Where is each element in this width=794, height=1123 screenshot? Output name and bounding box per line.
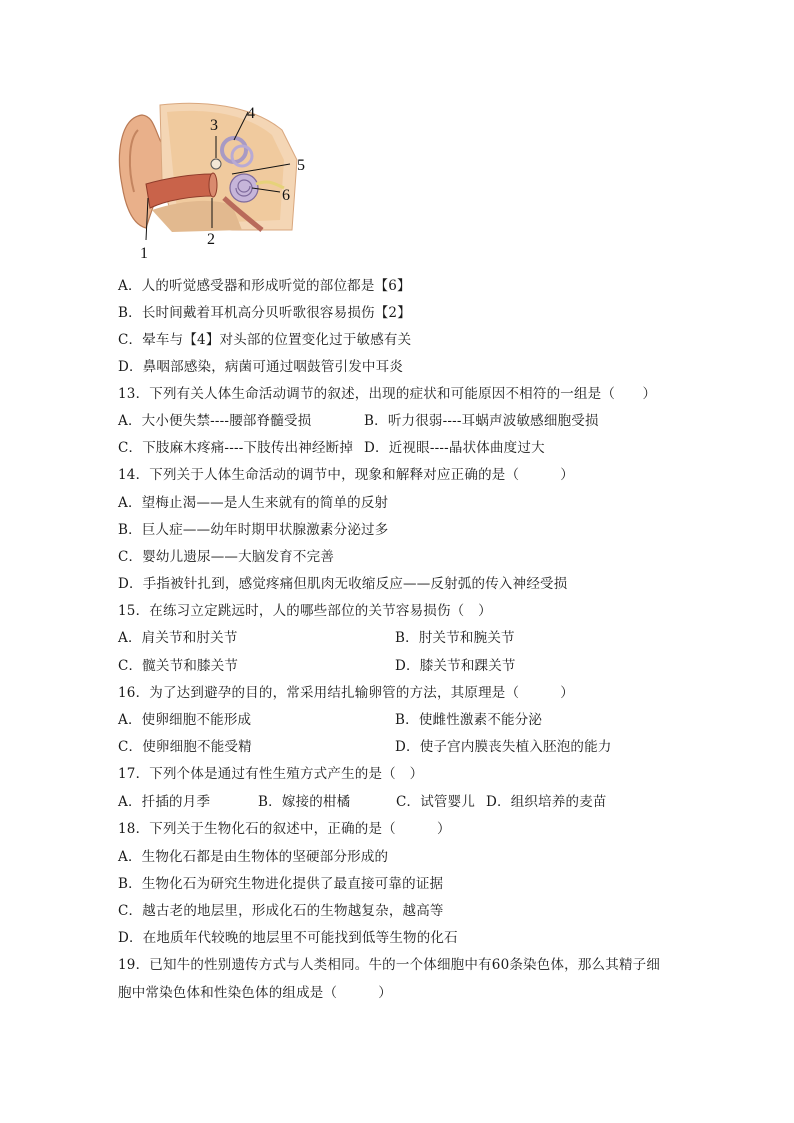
eardrum [209,173,217,197]
q16-option-c: C．使卵细胞不能受精 [118,739,252,755]
q13-option-b: B．听力很弱----耳蜗声波敏感细胞受损 [364,413,599,429]
q14-option-b: B．巨人症——幼年时期甲状腺激素分泌过多 [118,522,389,538]
q13-option-c: C．下肢麻木疼痛----下肢传出神经断掉 [118,440,354,456]
lower-tissue [152,201,242,232]
ear-anatomy-figure [112,100,312,265]
figure-label-6: 6 [282,187,290,204]
q18-option-c: C．越古老的地层里，形成化石的生物越复杂，越高等 [118,903,444,919]
figure-label-2: 2 [207,231,215,248]
q14-option-a: A．望梅止渴——是人生来就有的简单的反射 [118,495,389,511]
q13-stem: 13．下列有关人体生命活动调节的叙述，出现的症状和可能原因不相符的一组是（ ） [118,386,657,402]
q12-option-d: D．鼻咽部感染，病菌可通过咽鼓管引发中耳炎 [118,359,404,375]
q12-option-a: A．人的听觉感受器和形成听觉的部位都是【6】 [118,278,411,294]
ossicles [211,159,221,169]
q15-option-a: A．肩关节和肘关节 [118,630,238,646]
q15-option-d: D．膝关节和踝关节 [395,658,516,674]
q17-option-b: B．嫁接的柑橘 [258,794,351,810]
q12-option-c: C．晕车与【4】对头部的位置变化过于敏感有关 [118,332,412,348]
q12-option-b: B．长时间戴着耳机高分贝听歌很容易损伤【2】 [118,305,411,321]
q17-option-a: A．扦插的月季 [118,794,211,810]
q14-option-d: D．手指被针扎到，感觉疼痛但肌肉无收缩反应——反射弧的传入神经受损 [118,576,568,592]
q16-stem: 16．为了达到避孕的目的，常采用结扎输卵管的方法，其原理是（ ） [118,685,574,701]
figure-label-5: 5 [297,157,305,174]
q16-option-d: D．使子宫内膜丧失植入胚泡的能力 [395,739,612,755]
q16-option-b: B．使雌性激素不能分泌 [395,712,543,728]
q18-option-a: A．生物化石都是由生物体的坚硬部分形成的 [118,849,389,865]
q13-option-d: D．近视眼----晶状体曲度过大 [364,440,545,456]
q13-option-a: A．大小便失禁----腰部脊髓受损 [118,413,312,429]
q19-stem-line-2: 胞中常染色体和性染色体的组成是（ ） [118,985,392,1001]
q18-option-d: D．在地质年代较晚的地层里不可能找到低等生物的化石 [118,930,458,946]
figure-label-4: 4 [247,105,255,122]
q15-stem: 15．在练习立定跳远时，人的哪些部位的关节容易损伤（ ） [118,603,492,619]
q15-option-b: B．肘关节和腕关节 [395,630,515,646]
q15-option-c: C．髋关节和膝关节 [118,658,239,674]
q18-stem: 18．下列关于生物化石的叙述中，正确的是（ ） [118,821,451,837]
q17-option-d: D．组织培养的麦苗 [486,794,607,810]
q17-stem: 17．下列个体是通过有性生殖方式产生的是（ ） [118,766,424,782]
ear-diagram [112,100,312,265]
q18-option-b: B．生物化石为研究生物进化提供了最直接可靠的证据 [118,876,444,892]
q14-stem: 14．下列关于人体生命活动的调节中，现象和解释对应正确的是（ ） [118,467,574,483]
q14-option-c: C．婴幼儿遗尿——大脑发育不完善 [118,549,335,565]
q19-stem-line-1: 19．已知牛的性别遗传方式与人类相同。牛的一个体细胞中有60条染色体，那么其精子细 [118,957,661,973]
figure-label-1: 1 [140,245,148,262]
q17-option-c: C．试管婴儿 [396,794,476,810]
figure-label-3: 3 [210,117,218,134]
q16-option-a: A．使卵细胞不能形成 [118,712,252,728]
